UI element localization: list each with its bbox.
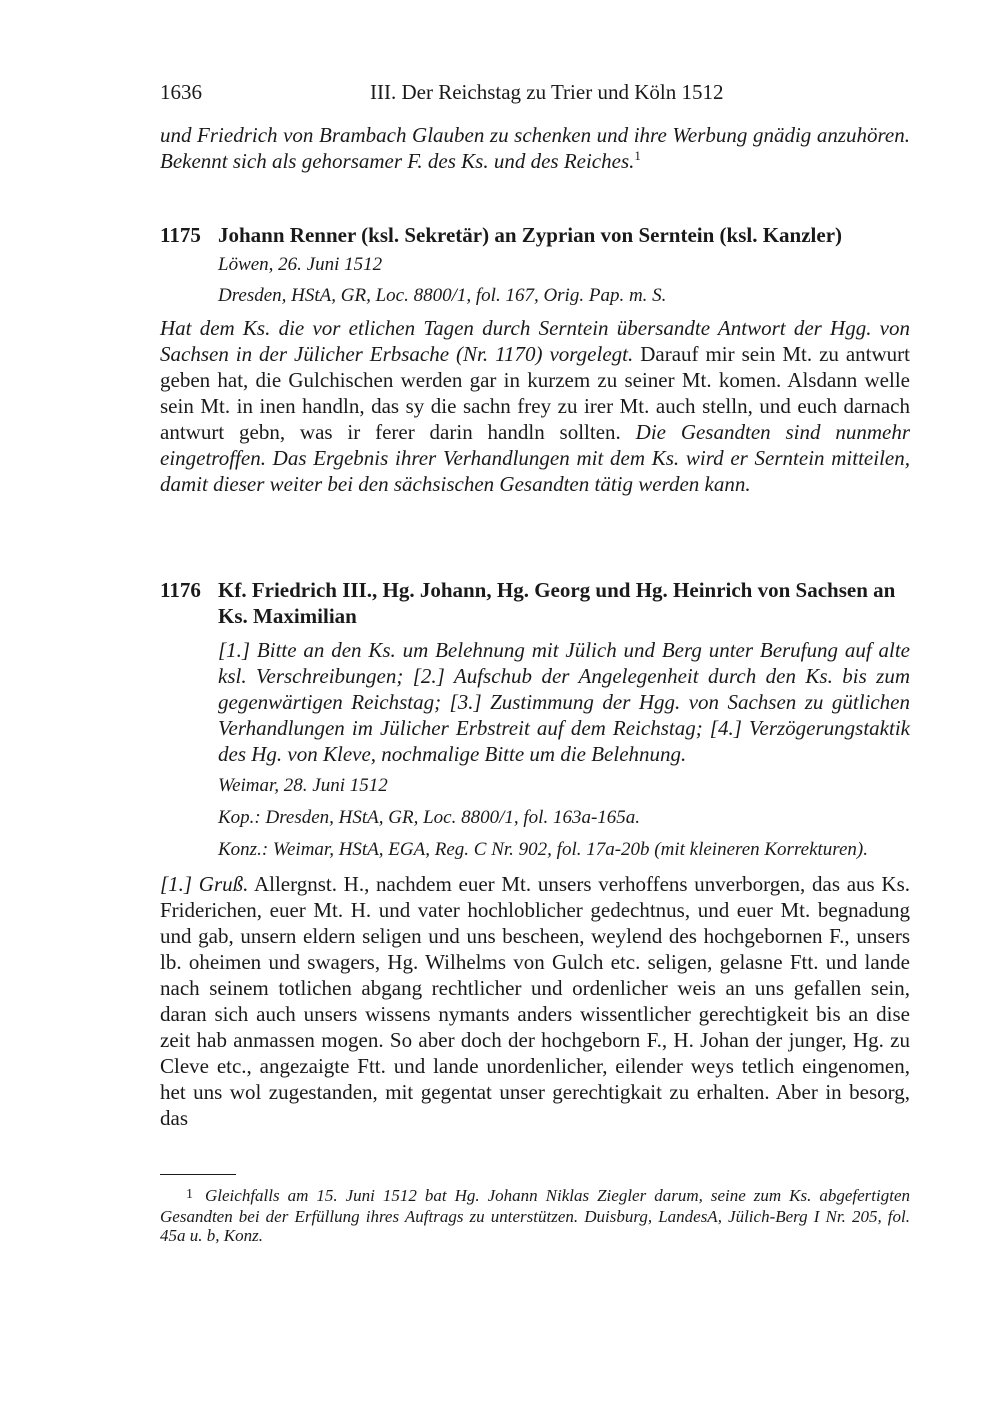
footnote-text: Gleichfalls am 15. Juni 1512 bat Hg. Johann Niklas Ziegler darum, seine zum Ks. abgefertigten Gesandten bei der Erfüllung ihres Auftrags zu unterstützen. Duisburg, LandesA, Jülich-Berg I Nr. 205, fol. 45a u. b, Konz.	[160, 1186, 910, 1245]
document-number: 1175	[160, 223, 201, 247]
footnote-mark: 1	[186, 1187, 193, 1202]
document-regest: [1.] Bitte an den Ks. um Belehnung mit Jülich und Berg unter Berufung auf alte ksl. Verschreibungen; [2.] Aufschub der Angelegenheit durch den Ks. bis zum gegenwärtigen Reichstag; [3.] Zustimmung der Hgg. von Sachsen zu gütlichen Verhandlungen im Jülicher Erbstreit auf dem Reichstag; [4.] Verzögerungstaktik des Hg. von Kleve, nochmalige Bitte um die Belehnung.	[218, 638, 910, 766]
document-body	[160, 871, 910, 1131]
document-1175	[160, 222, 910, 497]
document-body	[160, 315, 910, 497]
running-title: III. Der Reichstag zu Trier und Köln 1512	[370, 80, 724, 104]
document-source: Dresden, HStA, GR, Loc. 8800/1, fol. 167, Orig. Pap. m. S.	[218, 285, 667, 306]
footnote-divider	[160, 1174, 236, 1175]
document-date: Löwen, 26. Juni 1512	[218, 254, 383, 275]
document-title: Johann Renner (ksl. Sekretär) an Zyprian von Serntein (ksl. Kanzler)	[218, 223, 843, 247]
intro-paragraph	[160, 122, 910, 174]
document-heading	[160, 222, 910, 248]
document-heading	[160, 577, 910, 629]
running-header	[160, 80, 910, 106]
draft-source: Konz.: Weimar, HStA, EGA, Reg. C Nr. 902, fol. 17a-20b (mit kleineren Korrekturen).	[218, 839, 868, 860]
document-title: Kf. Friedrich III., Hg. Johann, Hg. Georg und Hg. Heinrich von Sachsen an Ks. Maximilian	[218, 578, 896, 628]
document-1176	[160, 577, 910, 1131]
footnote-reference[interactable]: 1	[634, 148, 641, 163]
summary-italic: Die Gesandten sind nunmehr eingetroffen. Das Ergebnis ihrer Verhandlungen mit dem Ks. wird er Serntein mitteilen, damit dieser weiter bei den sächsischen Gesandten tätig werden kann.	[160, 420, 910, 496]
summary-italic: Hat dem Ks. die vor etlichen Tagen durch Serntein übersandte Antwort der Hgg. von Sachsen in der Jülicher Erbsache (Nr. 1170) vorgelegt.	[160, 316, 910, 366]
page-number: 1636	[160, 80, 202, 104]
section-lead: [1.] Gruß.	[160, 872, 249, 896]
footnote	[160, 1186, 910, 1245]
quoted-text: Darauf mir sein Mt. zu antwurt geben hat, die Gulchischen werden gar in kurzem zu seiner Mt. komen. Alsdann welle sein Mt. in inen handln, das sy die sachn frey zu irer Mt. auch stelln, und euch darnach antwurt gebn, was ir ferer darin handln sollten.	[160, 342, 910, 444]
quoted-text: Allergnst. H., nachdem euer Mt. unsers verhoffens unverborgen, das aus Ks. Friderichen, euer Mt. H. und vater hochloblicher gedechtnus, und euer Mt. begnadung und gab, unsern eldern seligen und uns bescheen, weylend des hochgebornen F., unsers lb. oheimen und swagers, Hg. Wilhelms von Gulch etc. seligen, gelasne Ftt. und lande nach seinem totlichen abgang rechtlicher und ordenlicher weis an uns gefallen sein, daran sich auch unsers wissens nymants anders wissentlicher gerechtigkeit bis an dise zeit hab anmassen mogen. So aber doch der hochgeborn F., H. Johan der junger, Hg. zu Cleve etc., angezaigte Ftt. und lande unordenlicher, eilender weys tetlich eingenomen, het uns wol zugestanden, mit gegentat unser gerechtigkait zu erhalten. Aber in besorg, das	[160, 872, 910, 1130]
intro-text: und Friedrich von Brambach Glauben zu schenken und ihre Werbung gnädig anzuhören. Bekennt sich als gehorsamer F. des Ks. und des Reiches.	[160, 123, 910, 173]
document-number: 1176	[160, 578, 201, 602]
copy-source: Kop.: Dresden, HStA, GR, Loc. 8800/1, fol. 163a-165a.	[218, 807, 641, 828]
document-date: Weimar, 28. Juni 1512	[218, 775, 388, 796]
